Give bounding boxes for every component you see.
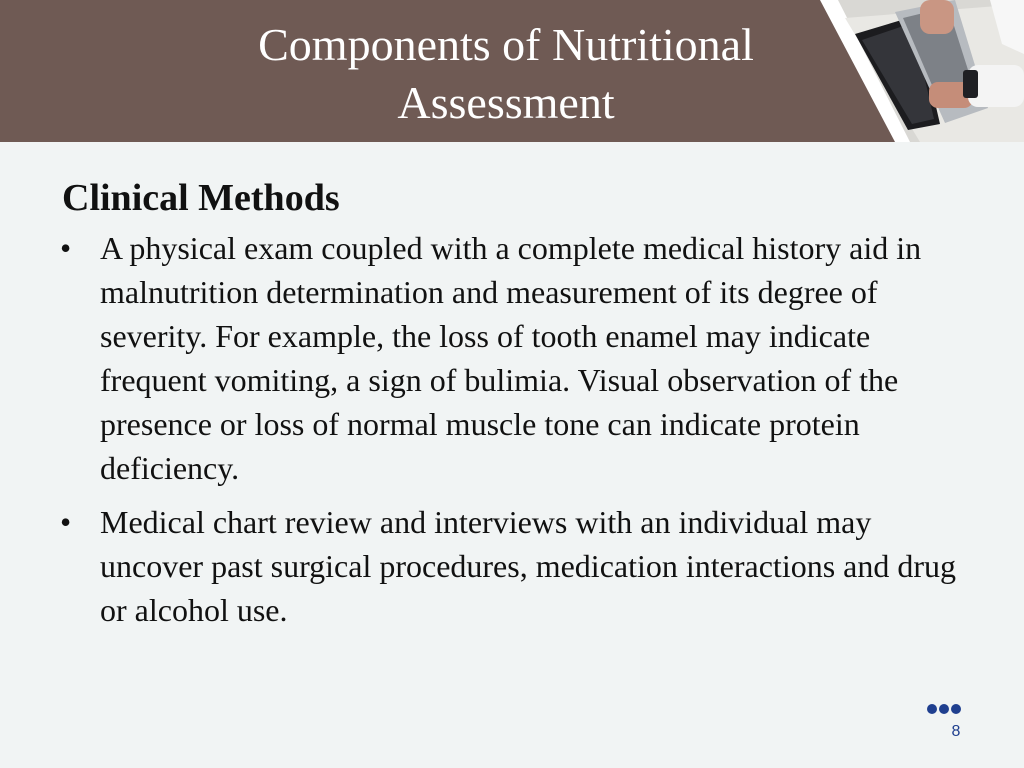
slide-title [150,16,862,132]
three-dots-icon [926,702,962,716]
bullet-icon: • [60,504,72,540]
bullet-text: A physical exam coupled with a complete medical history aid in malnutrition determination and measurement of its degree of severity. For example, the loss of tooth enamel may indicate frequent vomiting, a sign of bulimia. Visual observation of the presence or loss of normal muscle tone can indicate protein deficiency. [100,230,922,486]
slide-title-line-1: Components of Nutritional [258,19,754,70]
slide-content [62,170,972,642]
slide-title-line-2: Assessment [397,77,615,128]
page-number: 8 [951,723,961,740]
bullet-item [62,500,972,632]
bullet-text: Medical chart review and interviews with an individual may uncover past surgical procedures, medication interactions and drug or alcohol use. [100,504,957,628]
slide-header [0,0,1024,142]
bullet-item [62,226,972,490]
bullet-icon: • [60,230,72,266]
section-heading: Clinical Methods [62,177,340,219]
bullet-list [62,226,972,632]
